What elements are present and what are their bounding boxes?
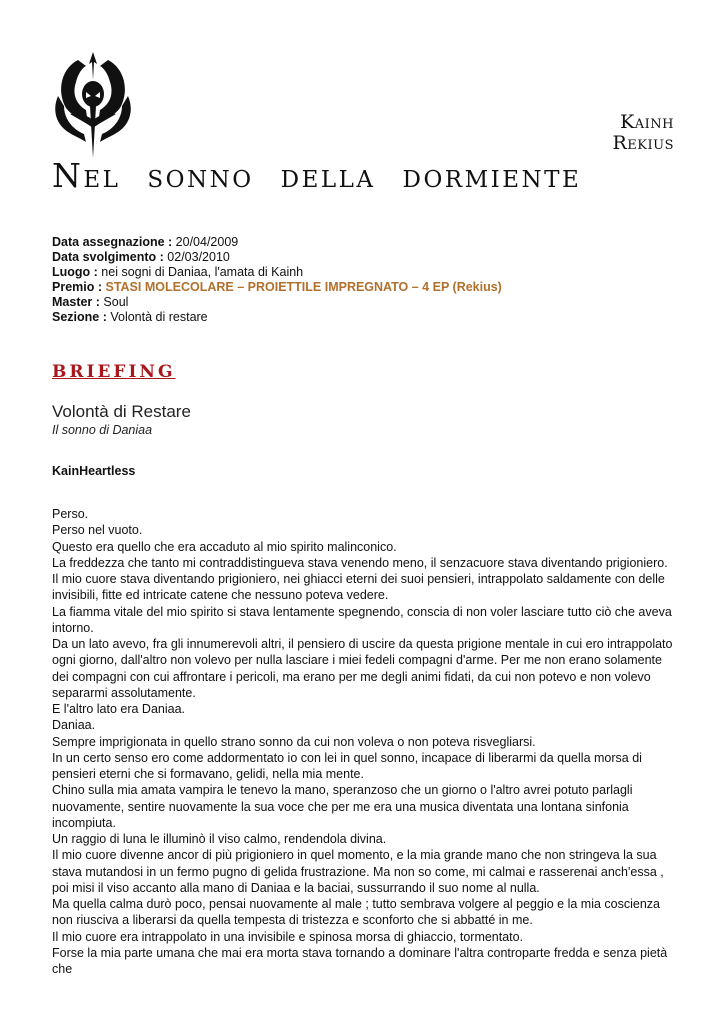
authors <box>612 112 674 154</box>
story-text <box>52 506 682 977</box>
briefing-title: Volontà di Restare <box>52 402 191 421</box>
author-name: Kainh <box>620 111 674 133</box>
briefing-heading: BRIEFING <box>52 362 176 382</box>
story-paragraph: Chino sulla mia amata vampira le tenevo la mano, speranzoso che un giorno o l'altro avrei potuto parlagli nuovamente, sentire nuovamente la sua voce che per me era una musica diventata una lontana sinfonia incompiuta. <box>52 783 633 830</box>
assignment-date-row: Data assegnazione : 20/04/2009 <box>52 235 239 249</box>
post-author: KainHeartless <box>52 464 136 478</box>
story-paragraph: Da un lato avevo, fra gli innumerevoli altri, il pensiero di uscire da questa prigione mentale in cui ero intrappolato ogni giorno, dall'altro non volevo per nulla lasciare i miei fedeli compagni d'arme. Per me non erano solamente dei compagni con cui affrontare i pericoli, ma erano per me degli animi fidati, da cui non potevo e non volevo separarmi assolutamente. <box>52 637 673 700</box>
story-paragraph: Forse la mia parte umana che mai era morta stava tornando a dominare l'altra controparte fredda e senza pietà che <box>52 945 668 976</box>
briefing-subtitle: Il sonno di Daniaa <box>52 423 153 437</box>
story-paragraph: Perso nel vuoto. <box>52 523 143 538</box>
mission-metadata <box>52 235 502 325</box>
story-paragraph: Il mio cuore stava diventando prigioniero, nei ghiacci eterni dei suoi pensieri, intrappolato saldamente con delle invisibili, fitte ed intricate catene che nessuno poteva vedere. <box>52 572 665 603</box>
kain-emblem-logo <box>50 50 136 160</box>
story-paragraph: Il mio cuore era intrappolato in una invisibile e spinosa morsa di ghiaccio, tormentato. <box>52 929 524 944</box>
story-paragraph: Perso. <box>52 507 89 521</box>
section-row: Sezione : Volontà di restare <box>52 310 208 324</box>
story-paragraph: Daniaa. <box>52 718 96 733</box>
story-paragraph: Il mio cuore divenne ancor di più prigioniero in quel momento, e la mia grande mano che non stringeva la sua stava mutandosi in un fermo pugno di gelida frustrazione. Ma non so come, mi calmai e rasserenai anch'essa , poi misi il viso accanto alla mano di Daniaa e la baciai, sussurrando il suo nome al nulla. <box>52 848 664 895</box>
story-paragraph: Un raggio di luna le illuminò il viso calmo, rendendola divina. <box>52 832 387 846</box>
page-title: Nel sonno della dormiente <box>52 156 582 195</box>
location-row: Luogo : nei sogni di Daniaa, l'amata di Kainh <box>52 265 304 279</box>
story-paragraph: In un certo senso ero come addormentato io con lei in quel sonno, incapace di liberarmi da quella morsa di pensieri eterni che si formavano, gelidi, nella mia mente. <box>52 750 642 781</box>
prize-row: Premio : STASI MOLECOLARE – PROIETTILE IMPREGNATO – 4 EP (Rekius) <box>52 280 502 294</box>
story-paragraph: Questo era quello che era accaduto al mio spirito malinconico. <box>52 539 397 554</box>
completion-date-row: Data svolgimento : 02/03/2010 <box>52 250 230 264</box>
story-paragraph: La fiamma vitale del mio spirito si stava lentamente spegnendo, conscia di non voler lasciare tutto ciò che aveva intorno. <box>52 604 672 635</box>
author-name: Rekius <box>612 132 674 154</box>
story-paragraph: La freddezza che tanto mi contraddistingueva stava venendo meno, il senzacuore stava diventando prigioniero. <box>52 555 668 570</box>
master-row: Master : Soul <box>52 295 129 309</box>
story-paragraph: Ma quella calma durò poco, pensai nuovamente al male ; tutto sembrava volgere al peggio e la mia coscienza non riusciva a liberarsi da quella tempesta di tristezza e sconforto che si abbatté in me. <box>52 897 660 928</box>
story-paragraph: Sempre imprigionata in quello strano sonno da cui non voleva o non poteva risvegliarsi. <box>52 734 536 749</box>
story-paragraph: E l'altro lato era Daniaa. <box>52 702 186 716</box>
